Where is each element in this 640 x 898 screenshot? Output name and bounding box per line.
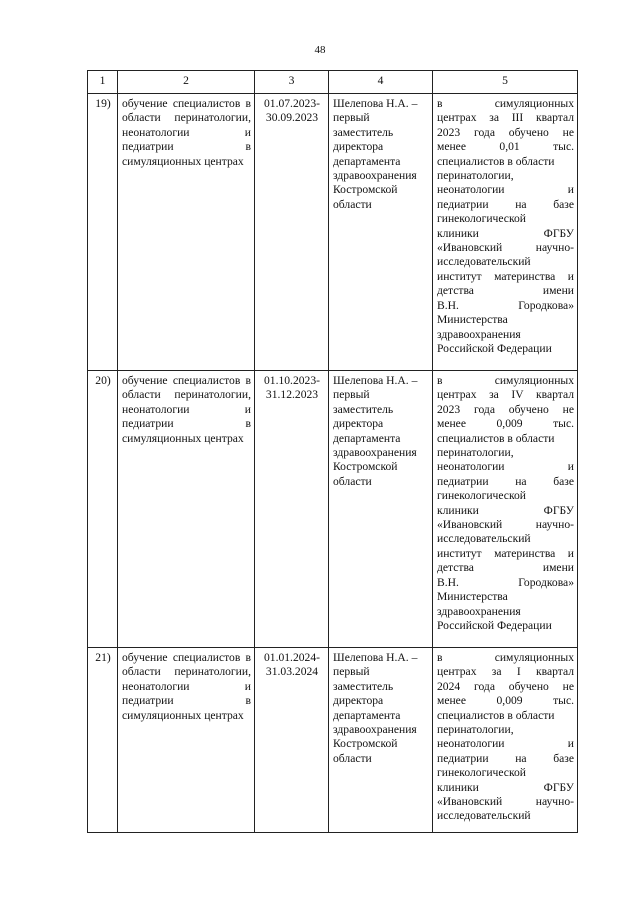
responsible-line: департамента [333, 154, 401, 168]
plan-table [87, 70, 578, 833]
result-line: гинекологической [437, 766, 526, 780]
responsible-cell [329, 371, 433, 648]
responsible-line: области [333, 197, 372, 211]
start-date: 01.10.2023- [263, 374, 321, 387]
result-line: гинекологической [437, 212, 526, 226]
result-line: институт материнства и [437, 269, 574, 283]
dates-cell [255, 371, 329, 648]
header-cell-2: 2 [118, 71, 255, 94]
result-line: перинатологии, [437, 169, 514, 183]
start-date: 01.07.2023- [263, 97, 321, 110]
result-cell [433, 648, 578, 833]
dates-cell [255, 648, 329, 833]
responsible-cell [329, 648, 433, 833]
responsible-line: области [333, 474, 372, 488]
responsible-line: директора [333, 694, 384, 708]
responsible-line: Костромской [333, 460, 398, 474]
row-number: 21) [88, 648, 118, 833]
end-date: 31.12.2023 [265, 388, 319, 402]
result-line: 2023 года обучено не [437, 125, 574, 139]
result-line: исследовательский [437, 255, 531, 269]
result-line: исследовательский [437, 809, 531, 823]
responsible-line: заместитель [333, 402, 394, 416]
result-line: центрах за I квартал [437, 665, 574, 679]
result-line: педиатрии на базе [437, 751, 574, 765]
responsible-line: Шелепова Н.А. – [333, 97, 418, 110]
responsible-line: Шелепова Н.А. – [333, 374, 418, 387]
responsible-line: заместитель [333, 125, 394, 139]
result-line: Российской Федерации [437, 341, 552, 355]
row-number: 19) [88, 94, 118, 371]
activity-cell: обучение специалистов в области перинатологии, неонатологии и педиатрии в симуляционных центрах [118, 371, 255, 648]
result-line: в симуляционных [437, 97, 574, 110]
header-row [88, 71, 578, 94]
result-line: детства имени [437, 561, 574, 575]
end-date: 30.09.2023 [265, 111, 319, 125]
responsible-cell [329, 94, 433, 371]
result-line: Министерства [437, 590, 508, 604]
responsible-line: здравоохранения [333, 723, 417, 737]
result-line: исследовательский [437, 532, 531, 546]
result-line: 2024 года обучено не [437, 679, 574, 693]
result-line: специалистов в области [437, 154, 555, 168]
result-line: педиатрии на базе [437, 474, 574, 488]
result-line: неонатологии и [437, 460, 574, 474]
result-line: клиники ФГБУ [437, 226, 574, 240]
result-line: гинекологической [437, 489, 526, 503]
responsible-line: здравоохранения [333, 169, 417, 183]
result-line: «Ивановский научно- [437, 795, 574, 809]
header-cell-5: 5 [433, 71, 578, 94]
result-line: В.Н. Городкова» [437, 575, 574, 589]
result-line: специалистов в области [437, 708, 555, 722]
result-line: институт материнства и [437, 546, 574, 560]
activity-cell: обучение специалистов в области перинатологии, неонатологии и педиатрии в симуляционных центрах [118, 648, 255, 833]
header-cell-3: 3 [255, 71, 329, 94]
result-line: здравоохранения [437, 604, 521, 618]
responsible-line: заместитель [333, 679, 394, 693]
result-line: В.Н. Городкова» [437, 298, 574, 312]
result-line: неонатологии и [437, 737, 574, 751]
page-number: 48 [314, 44, 326, 56]
row-number: 20) [88, 371, 118, 648]
result-line: клиники ФГБУ [437, 780, 574, 794]
responsible-line: директора [333, 140, 384, 154]
result-line: менее 0,01 тыс. [437, 140, 574, 154]
result-line: менее 0,009 тыс. [437, 417, 574, 431]
result-line: в симуляционных [437, 374, 574, 387]
table-row [88, 94, 578, 371]
table-row [88, 648, 578, 833]
result-line: Российской Федерации [437, 618, 552, 632]
responsible-line: первый [333, 665, 370, 679]
start-date: 01.01.2024- [263, 651, 321, 664]
result-line: менее 0,009 тыс. [437, 694, 574, 708]
responsible-line: области [333, 751, 372, 765]
result-line: клиники ФГБУ [437, 503, 574, 517]
responsible-line: первый [333, 388, 370, 402]
result-line: педиатрии на базе [437, 197, 574, 211]
result-line: здравоохранения [437, 327, 521, 341]
result-line: «Ивановский научно- [437, 241, 574, 255]
result-line: в симуляционных [437, 651, 574, 664]
responsible-line: департамента [333, 431, 401, 445]
responsible-line: первый [333, 111, 370, 125]
responsible-line: Шелепова Н.А. – [333, 651, 418, 664]
result-line: «Ивановский научно- [437, 518, 574, 532]
result-line: Министерства [437, 313, 508, 327]
responsible-line: Костромской [333, 183, 398, 197]
activity-cell: обучение специалистов в области перинатологии, неонатологии и педиатрии в симуляционных центрах [118, 94, 255, 371]
table-row [88, 371, 578, 648]
result-cell [433, 94, 578, 371]
end-date: 31.03.2024 [265, 665, 319, 679]
result-cell [433, 371, 578, 648]
result-line: 2023 года обучено не [437, 402, 574, 416]
header-cell-1: 1 [88, 71, 118, 94]
result-line: перинатологии, [437, 446, 514, 460]
responsible-line: Костромской [333, 737, 398, 751]
responsible-line: здравоохранения [333, 446, 417, 460]
responsible-line: департамента [333, 708, 401, 722]
result-line: перинатологии, [437, 723, 514, 737]
result-line: центрах за III квартал [437, 111, 574, 125]
dates-cell [255, 94, 329, 371]
result-line: неонатологии и [437, 183, 574, 197]
responsible-line: директора [333, 417, 384, 431]
result-line: центрах за IV квартал [437, 388, 574, 402]
result-line: детства имени [437, 284, 574, 298]
header-cell-4: 4 [329, 71, 433, 94]
result-line: специалистов в области [437, 431, 555, 445]
